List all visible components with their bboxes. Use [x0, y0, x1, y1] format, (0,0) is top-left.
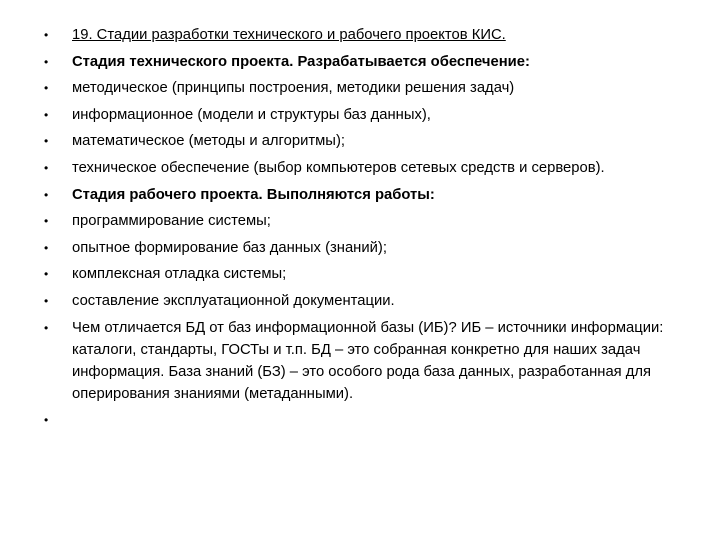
bullet-marker: •	[44, 107, 49, 122]
list-item-text: техническое обеспечение (выбор компьютеров сетевых средств и серверов).	[72, 159, 605, 176]
list-item	[42, 51, 710, 73]
bullet-marker: •	[44, 320, 49, 335]
list-item-text: составление эксплуатационной документации.	[72, 292, 395, 309]
bullet-marker: •	[44, 54, 49, 69]
list-item-text: Стадия рабочего проекта. Выполняются работы:	[72, 186, 435, 203]
list-item-text: программирование системы;	[72, 213, 271, 230]
list-item	[42, 263, 710, 285]
bullet-marker: •	[44, 28, 49, 42]
list-item-text: математическое (методы и алгоритмы);	[72, 133, 345, 150]
list-item	[42, 104, 710, 126]
list-item	[42, 210, 710, 232]
bullet-marker: •	[44, 81, 49, 96]
bullet-marker: •	[44, 412, 49, 427]
list-item	[42, 157, 710, 179]
list-item-text: Стадия технического проекта. Разрабатывается обеспечение:	[72, 53, 530, 70]
list-item	[42, 77, 710, 99]
list-item	[42, 290, 710, 312]
list-item-text: информационное (модели и структуры баз данных),	[72, 106, 431, 123]
bullet-marker: •	[44, 187, 49, 202]
list-item	[42, 130, 710, 152]
list-item	[42, 317, 710, 405]
list-item-text: опытное формирование баз данных (знаний);	[72, 239, 387, 256]
bullet-list	[42, 24, 710, 435]
list-item-text: комплексная отладка системы;	[72, 266, 287, 283]
bullet-marker: •	[44, 267, 49, 282]
list-item-text: методическое (принципы построения, методики решения задач)	[72, 80, 515, 97]
list-item	[42, 24, 710, 46]
list-item	[42, 184, 710, 206]
bullet-marker: •	[44, 240, 49, 255]
list-item	[42, 409, 710, 431]
bullet-marker: •	[44, 293, 49, 308]
list-item	[42, 237, 710, 259]
bullet-marker: •	[44, 134, 49, 149]
bullet-marker: •	[44, 160, 49, 175]
bullet-marker: •	[44, 214, 49, 229]
list-item-text: 19. Стадии разработки технического и рабочего проектов КИС.	[72, 27, 506, 43]
list-item-text: Чем отличается БД от баз информационной базы (ИБ)? ИБ – источники информации: каталоги, стандарты, ГОСТы и т.п. БД – это собранная конкретно для наших задач информация. База знаний (БЗ) – это особого рода база данных, разработанная для оперирования знаниями (метаданными).	[72, 319, 664, 402]
